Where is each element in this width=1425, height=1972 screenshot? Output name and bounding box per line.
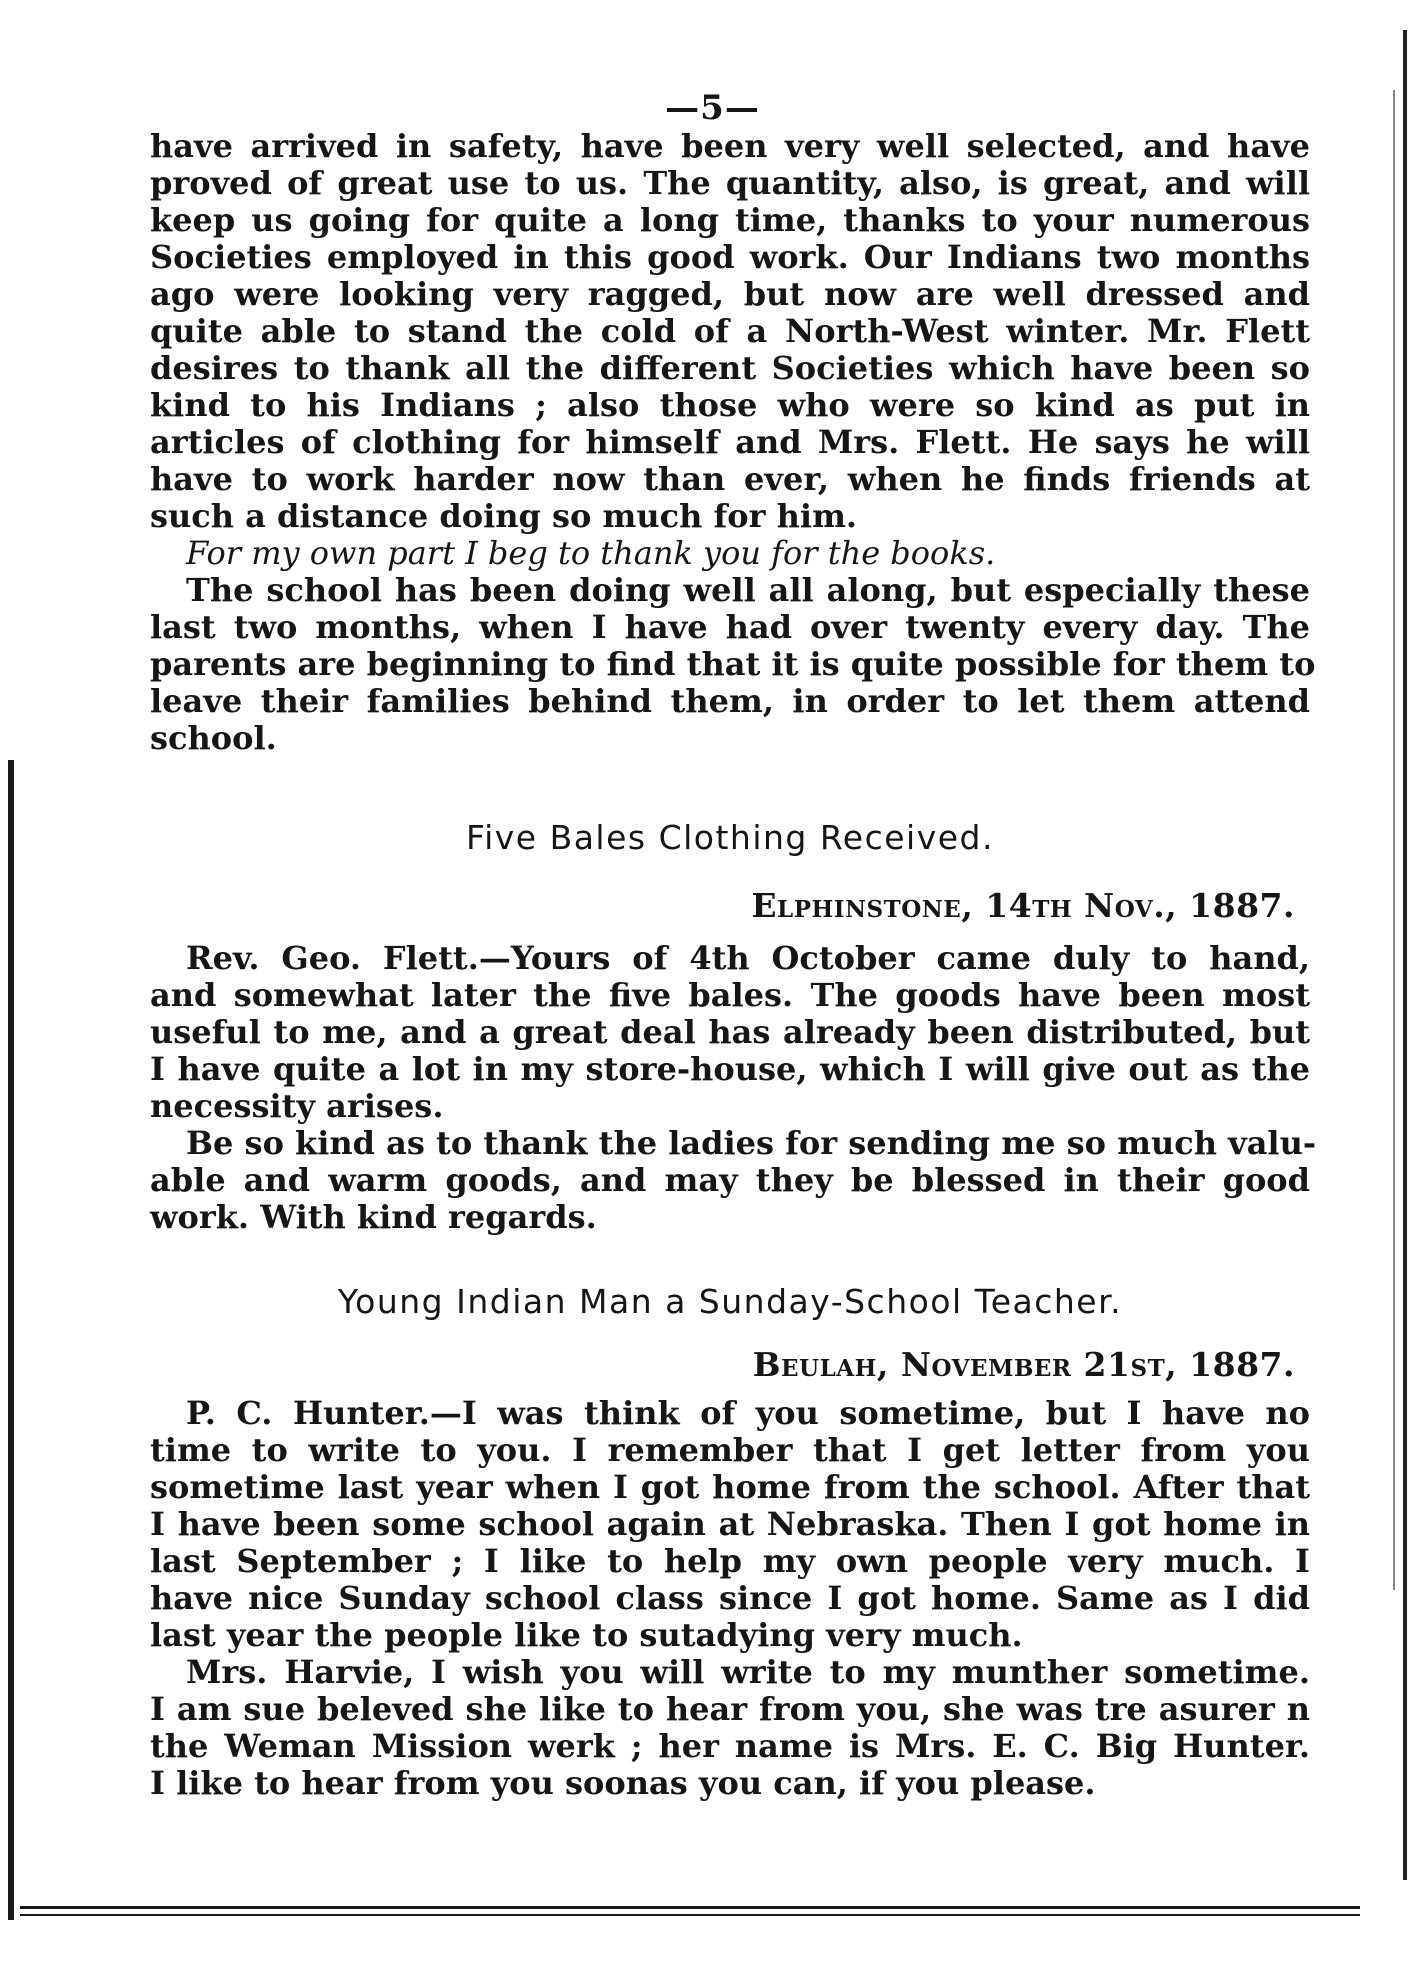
text-line: and somewhat later the five bales. The goods have been most xyxy=(150,976,1310,1014)
text-line: desires to thank all the different Societies which have been so xyxy=(150,349,1310,387)
text-line: articles of clothing for himself and Mrs. Flett. He says he will xyxy=(150,423,1310,461)
text-line: I have been some school again at Nebraska. Then I got home in xyxy=(150,1505,1310,1543)
section-heading: Five Bales Clothing Received. xyxy=(466,818,994,857)
text-line: the Weman Mission werk ; her name is Mrs. E. C. Big Hunter. xyxy=(150,1727,1310,1765)
dateline-text: Elphinstone, 14th Nov., 1887. xyxy=(751,886,1295,925)
bottom-rule xyxy=(20,1906,1360,1909)
text-line: necessity arises. xyxy=(150,1087,444,1125)
text-line: The school has been doing well all along, but especially these xyxy=(186,571,1310,609)
intro-paragraph xyxy=(150,127,1316,757)
text-line: Mrs. Harvie, I wish you will write to my munther sometime. xyxy=(186,1653,1310,1691)
text-line: time to write to you. I remember that I get letter from you xyxy=(150,1431,1310,1469)
bottom-rule-thin xyxy=(20,1914,1360,1916)
text-line: Rev. Geo. Flett.—Yours of 4th October came duly to hand, xyxy=(186,939,1310,977)
text-line: work. With kind regards. xyxy=(150,1198,597,1236)
text-line: able and warm goods, and may they be blessed in their good xyxy=(150,1161,1310,1199)
section-heading: Young Indian Man a Sunday-School Teacher. xyxy=(337,1282,1123,1321)
text-line: last year the people like to sutadying very much. xyxy=(150,1616,1023,1654)
text-line: Be so kind as to thank the ladies for sending me so much valu- xyxy=(186,1124,1317,1162)
text-line: proved of great use to us. The quantity, also, is great, and will xyxy=(150,164,1310,202)
text-line: last two months, when I have had over twenty every day. The xyxy=(150,608,1310,646)
text-line: I have quite a lot in my store-house, which I will give out as the xyxy=(150,1050,1310,1088)
books-line: For my own part I beg to thank you for the books. xyxy=(186,534,996,572)
text-line: ago were looking very ragged, but now are well dressed and xyxy=(150,275,1310,313)
text-line: parents are beginning to find that it is quite possible for them to xyxy=(150,645,1316,683)
dateline xyxy=(751,886,1295,925)
section1-body xyxy=(150,939,1317,1236)
text-line: P. C. Hunter.—I was think of you sometime, but I have no xyxy=(186,1394,1310,1432)
text-line: useful to me, and a great deal has already been distributed, but xyxy=(150,1013,1310,1051)
dateline-text: Beulah, November 21st, 1887. xyxy=(752,1345,1295,1384)
text-line: I am sue beleved she like to hear from you, she was tre asurer n xyxy=(150,1690,1310,1728)
text-line: kind to his Indians ; also those who were so kind as put in xyxy=(150,386,1310,424)
scan-edge-line-faint xyxy=(1393,90,1395,1590)
text-line: I like to hear from you soonas you can, if you please. xyxy=(150,1764,1096,1802)
text-line: leave their families behind them, in order to let them attend xyxy=(150,682,1310,720)
text-line: have arrived in safety, have been very well selected, and have xyxy=(150,127,1310,165)
text-line: keep us going for quite a long time, thanks to your numerous xyxy=(150,201,1310,239)
text-line: last September ; I like to help my own people very much. I xyxy=(150,1542,1310,1580)
text-line: have nice Sunday school class since I got home. Same as I did xyxy=(150,1579,1310,1617)
page-number: —5— xyxy=(665,88,760,128)
text-line: have to work harder now than ever, when he finds friends at xyxy=(150,460,1310,498)
dateline xyxy=(753,1345,1295,1384)
section2-body xyxy=(150,1395,1310,1802)
text-line: such a distance doing so much for him. xyxy=(150,497,858,535)
text-line: sometime last year when I got home from the school. After that xyxy=(150,1468,1310,1506)
text-line: school. xyxy=(150,719,277,757)
scan-edge-line xyxy=(1403,30,1407,1880)
scan-left-edge xyxy=(8,760,14,1920)
text-line: Societies employed in this good work. Our Indians two months xyxy=(150,238,1310,276)
text-line: quite able to stand the cold of a North-West winter. Mr. Flett xyxy=(150,312,1310,350)
